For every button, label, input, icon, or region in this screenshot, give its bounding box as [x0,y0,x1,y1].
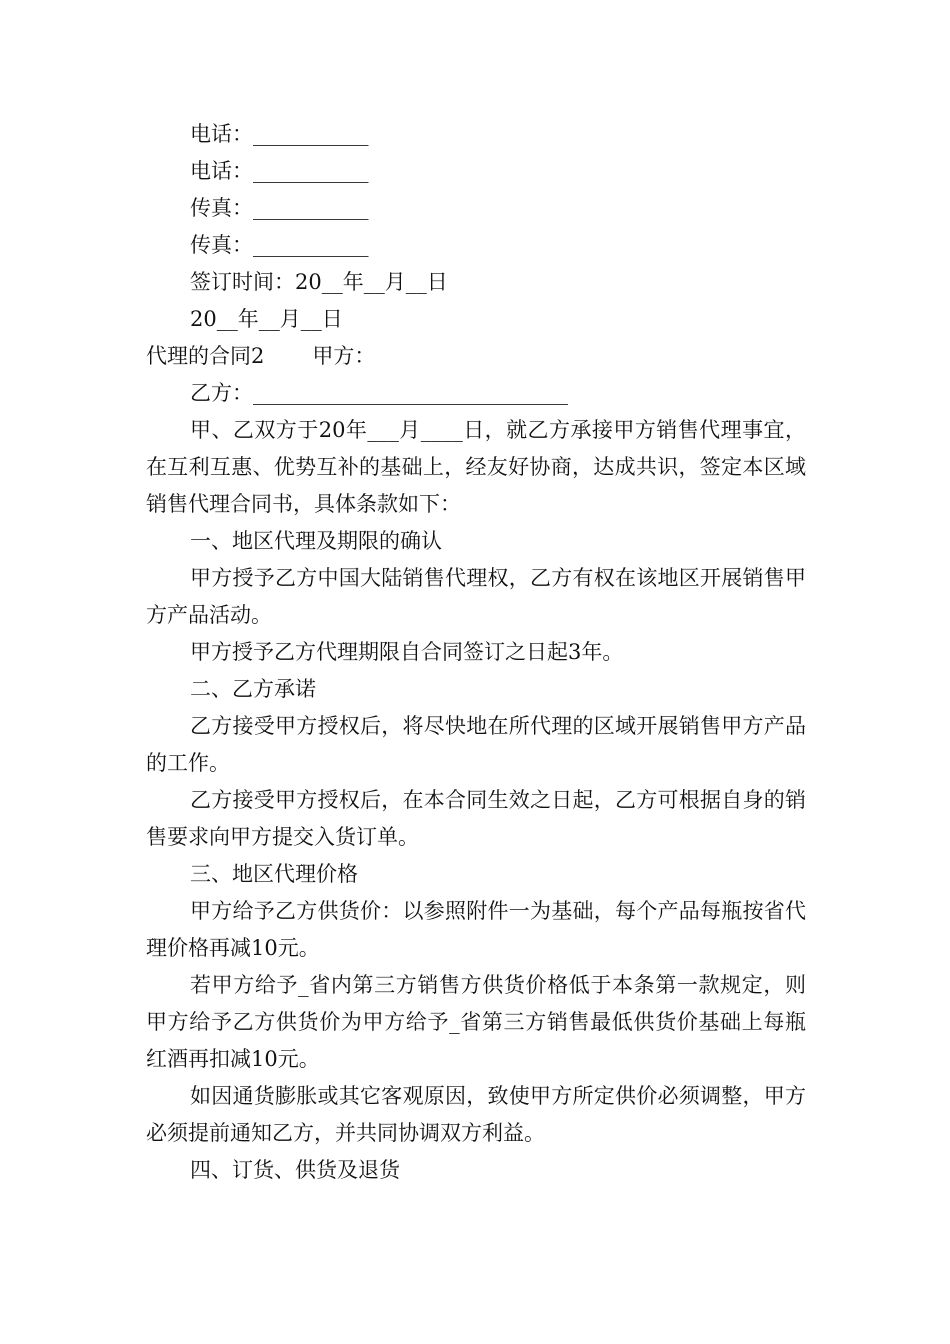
contract-heading-line [146,338,806,375]
sign-date-line: 签订时间：20__年__月__日 [190,270,448,294]
section-heading-3: 三、地区代理价格 [190,862,358,886]
intro-paragraph: 甲、乙双方于20年___月____日，就乙方承接甲方销售代理事宜，在互利互惠、优势互补的基础上，经友好协商，达成共识，签定本区域销售代理合同书，具体条款如下： [146,418,806,516]
paragraph: 若甲方给予_省内第三方销售方供货价格低于本条第一款规定，则甲方给予乙方供货价为甲方给予_省第三方销售最低供货价基础上每瓶红酒再扣减10元。 [146,973,806,1071]
section-heading-4: 四、订货、供货及退货 [190,1158,400,1182]
contract-title: 代理的合同2 [146,344,265,368]
document-body [146,116,806,1189]
paragraph: 如因通货膨胀或其它客观原因，致使甲方所定供价必须调整，甲方必须提前通知乙方，并共同协调双方利益。 [146,1084,806,1145]
fax-line-2: 传真：___________ [190,233,369,257]
paragraph: 甲方授予乙方代理期限自合同签订之日起3年。 [190,640,624,664]
paragraph: 乙方接受甲方授权后，在本合同生效之日起，乙方可根据自身的销售要求向甲方提交入货订单。 [146,788,806,849]
fax-line-1: 传真：___________ [190,196,369,220]
date-line: 20__年__月__日 [190,307,343,331]
paragraph: 甲方授予乙方中国大陆销售代理权，乙方有权在该地区开展销售甲方产品活动。 [146,566,806,627]
section-heading-2: 二、乙方承诺 [190,677,316,701]
party-a-label: 甲方： [312,344,376,368]
paragraph: 甲方给予乙方供货价：以参照附件一为基础，每个产品每瓶按省代理价格再减10元。 [146,899,806,960]
phone-line-2: 电话：___________ [190,159,369,183]
paragraph: 乙方接受甲方授权后，将尽快地在所代理的区域开展销售甲方产品的工作。 [146,714,806,775]
phone-line-1: 电话：___________ [190,122,369,146]
section-heading-1: 一、地区代理及期限的确认 [190,529,442,553]
party-b-line: 乙方：______________________________ [190,381,568,405]
